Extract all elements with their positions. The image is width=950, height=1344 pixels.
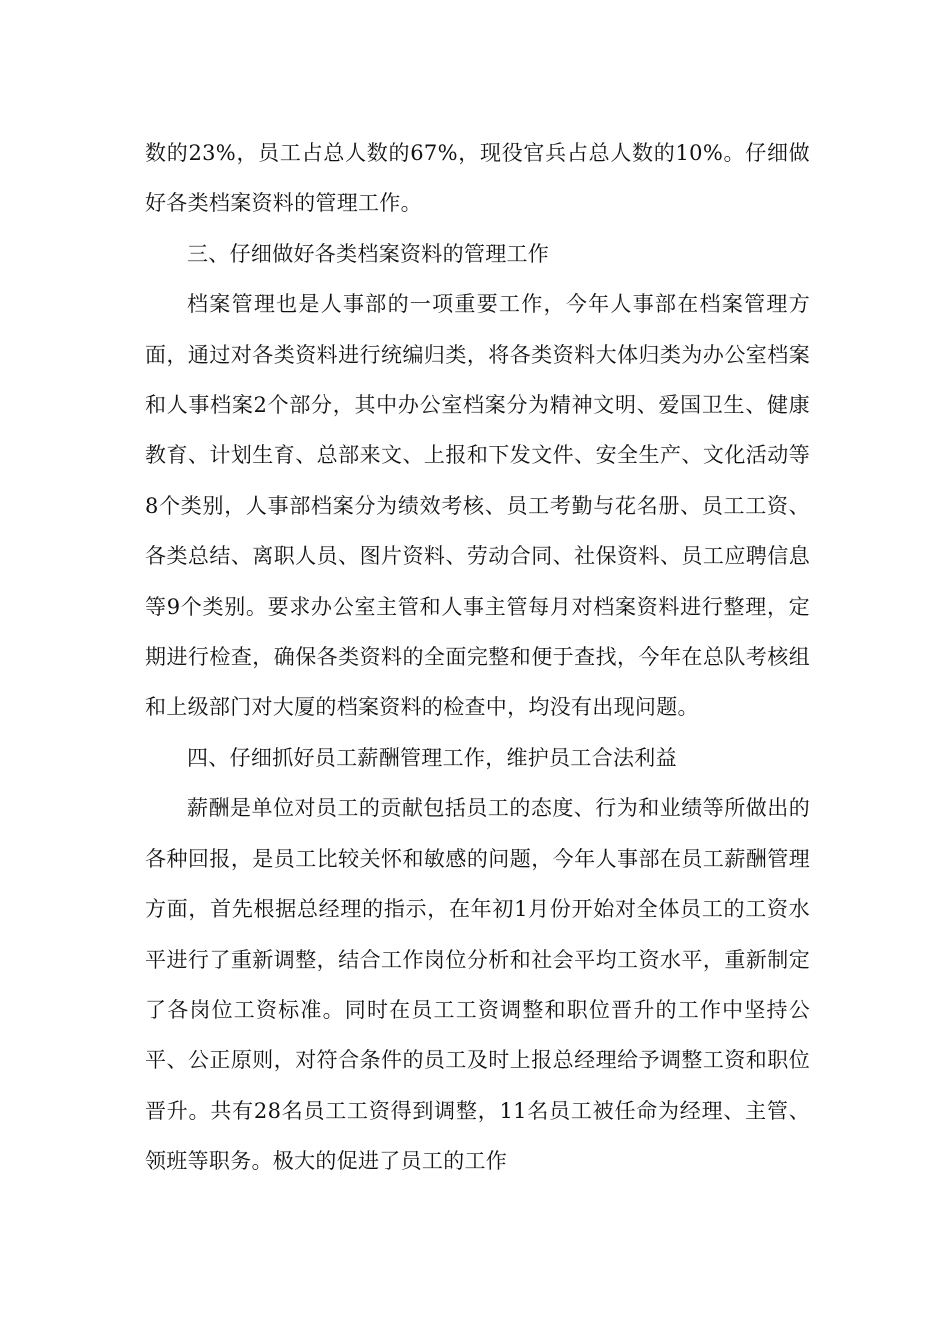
section-heading-archives: 三、仔细做好各类档案资料的管理工作 — [187, 241, 550, 266]
paragraph-archives: 档案管理也是人事部的一项重要工作，今年人事部在档案管理方面，通过对各类资料进行统编归类，将各类资料大体归类为办公室档案和人事档案2个部分，其中办公室档案分为精神文明、爱国卫生、健康教育、计划生育、总部来文、上报和下发文件、安全生产、文化活动等8个类别，人事部档案分为绩效考核、员工考勤与花名册、员工工资、各类总结、离职人员、图片资料、劳动合同、社保资料、员工应聘信息等9个类别。要求办公室主管和人事主管每月对档案资料进行整理，定期进行检查，确保各类资料的全面完整和便于查找，今年在总队考核组和上级部门对大厦的档案资料的检查中，均没有出现问题。 — [145, 292, 810, 720]
document-body — [145, 128, 810, 1187]
paragraph-continuation: 数的23%，员工占总人数的67%，现役官兵占总人数的10%。仔细做好各类档案资料的管理工作。 — [145, 141, 810, 216]
section-heading-salary: 四、仔细抓好员工薪酬管理工作，维护员工合法利益 — [187, 745, 677, 770]
paragraph-salary: 薪酬是单位对员工的贡献包括员工的态度、行为和业绩等所做出的各种回报，是员工比较关怀和敏感的问题，今年人事部在员工薪酬管理方面，首先根据总经理的指示，在年初1月份开始对全体员工的工资水平进行了重新调整，结合工作岗位分析和社会平均工资水平，重新制定了各岗位工资标准。同时在员工工资调整和职位晋升的工作中坚持公平、公正原则，对符合条件的员工及时上报总经理给予调整工资和职位晋升。共有28名员工工资得到调整，11名员工被任命为经理、主管、领班等职务。极大的促进了员工的工作 — [145, 796, 810, 1174]
